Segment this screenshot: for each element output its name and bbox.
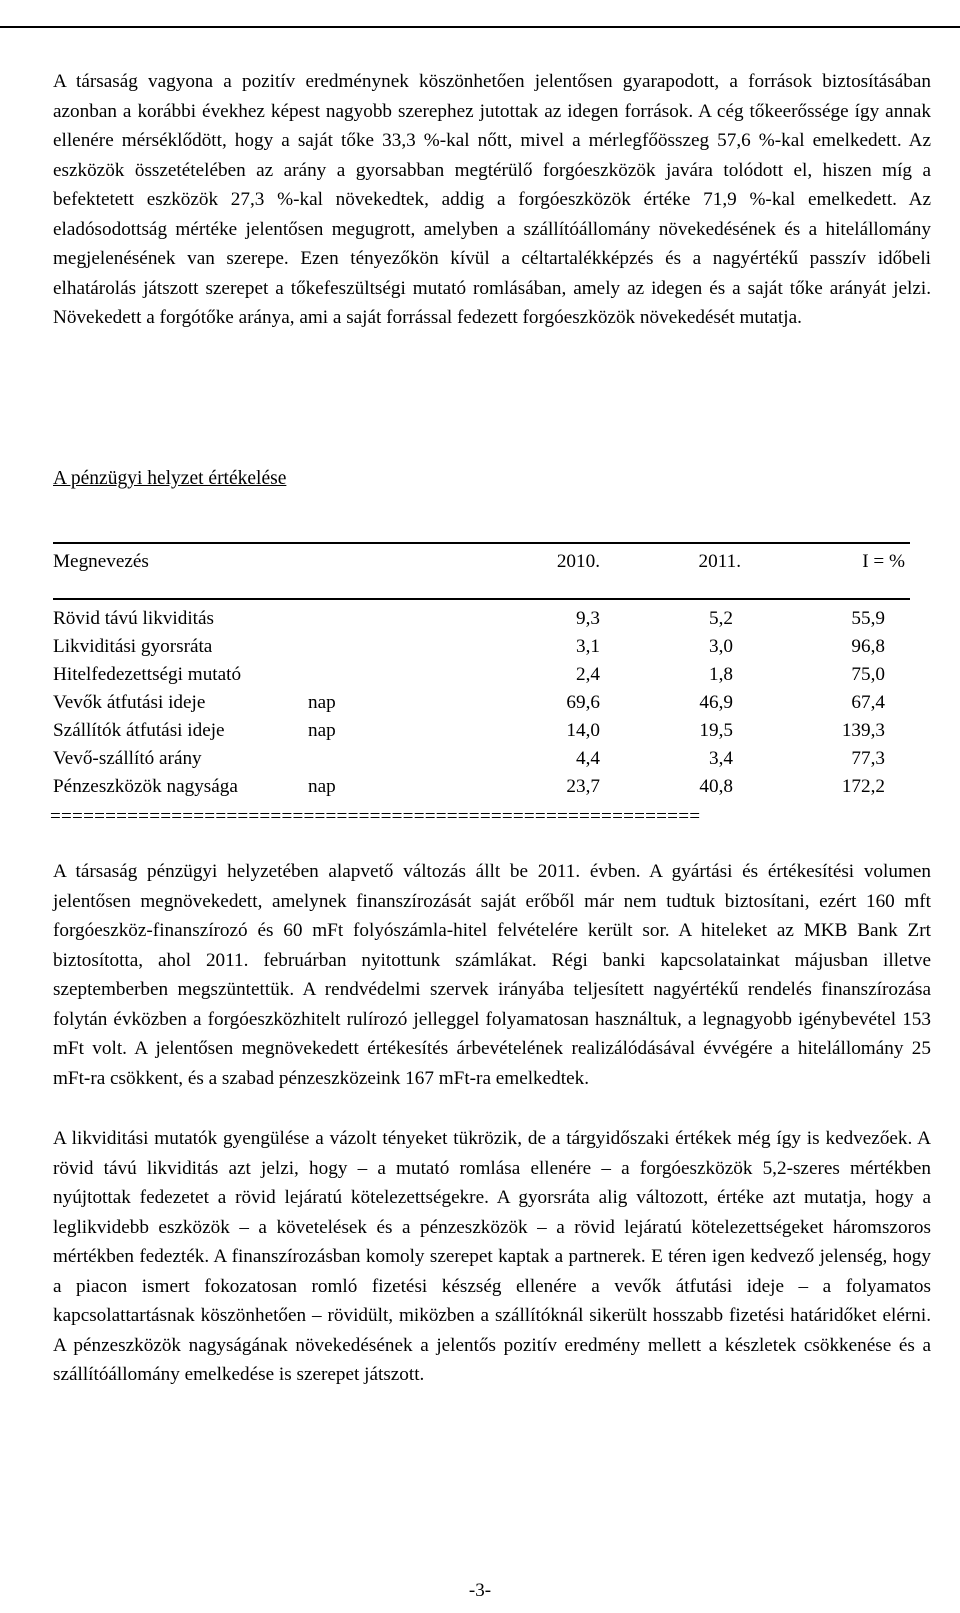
page-header (0, 0, 960, 26)
table-row (53, 717, 913, 745)
row-pct: 67,4 (851, 692, 885, 713)
row-pct: 75,0 (851, 664, 885, 685)
header-rule (0, 26, 960, 28)
row-2011: 46,9 (699, 692, 733, 713)
row-unit: nap (308, 692, 336, 713)
header-2011: 2011. (698, 551, 741, 572)
paragraph-capital-structure: A társaság vagyona a pozitív eredménynek köszönhetően jelentősen gyarapodott, a források biztosításában azonban a korábbi évekhez képest nagyobb szerephez jutottak az idegen források. A cég tőkeerőssége így annak ellenére mérséklődött, hogy a saját tőke 33,3 %-kal nőtt, mivel a mérlegfőösszeg 57,6 %-kal emelkedett. Az eszközök összetételében az arány a gyorsabban megtérülő forgóeszközök javára tolódott el, hiszen míg a befektetett eszközök 27,3 %-kal növekedtek, addig a forgóeszközök értéke 71,9 %-kal emelkedett. Az eladósodottság mértéke jelentősen megugrott, amelyben a szállítóállomány növekedésének és a hitelállomány megjelenésének van szerepe. Ezen tényezőkön kívül a céltartalékképzés és a nagyértékű passzív időbeli elhatárolás játszott szerepet a tőkefeszültségi mutató romlásában, amely az idegen és a saját tőke arányát jelzi. Növekedett a forgótőke aránya, ami a saját forrással fedezett forgóeszközök növekedését mutatja. (53, 71, 931, 328)
row-pct: 172,2 (841, 776, 885, 797)
row-2010: 23,7 (566, 776, 600, 797)
header-name: Megnevezés (53, 551, 149, 572)
row-pct: 96,8 (851, 636, 885, 657)
table-separator: =========================================================== (50, 806, 701, 827)
row-name: Rövid távú likviditás (53, 608, 214, 629)
row-name: Pénzeszközök nagysága (53, 776, 238, 797)
row-2010: 9,3 (576, 608, 600, 629)
section-title: A pénzügyi helyzet értékelése (53, 468, 287, 489)
row-2010: 3,1 (576, 636, 600, 657)
row-name: Hitelfedezettségi mutató (53, 664, 242, 685)
row-name: Szállítók átfutási ideje (53, 720, 225, 741)
row-2011: 3,0 (709, 636, 733, 657)
paragraph-liquidity: A likviditási mutatók gyengülése a vázolt tényeket tükrözik, de a tárgyidőszaki értékek még így is kedvezőek. A rövid távú likviditás azt jelzi, hogy – a mutató romlása ellenére – a forgóeszközök 5,2-szeres mértékben nyújtottak fedezetet a rövid lejáratú kötelezettségekre. A gyorsráta alig változott, értéke azt mutatja, hogy a leglikvidebb eszközök – a követelések és a pénzeszközök – a rövid lejáratú kötelezettségeket háromszoros mértékben fedezték. A finanszírozásban komoly szerepet kaptak a partnerek. E téren igen kedvező jelenség, hogy a piacon ismert fokozatosan romló fizetési készség ellenére a vevők átfutási ideje – a folyamatos kapcsolattartásnak köszönhetően – rövidült, miközben a szállítóknál sikerült hosszabb fizetési határidőket elérni. A pénzeszközök nagyságának növekedésének a jelentős pozitív eredmény mellett a készletek csökkenése és a szállítóállomány emelkedése is szerepet játszott. (53, 1128, 931, 1385)
row-pct: 77,3 (851, 748, 885, 769)
table-top-rule (53, 542, 910, 544)
row-2010: 14,0 (566, 720, 600, 741)
table-row (53, 605, 913, 633)
table-header-rule (53, 598, 910, 600)
header-2010: 2010. (556, 551, 600, 572)
row-name: Vevők átfutási ideje (53, 692, 206, 713)
row-unit: nap (308, 720, 336, 741)
header-pct: I = % (862, 551, 905, 572)
table-row (53, 745, 913, 773)
table-row (53, 689, 913, 717)
table-header-row (53, 548, 913, 576)
row-unit: nap (308, 776, 336, 797)
row-name: Likviditási gyorsráta (53, 636, 213, 657)
table-row (53, 661, 913, 689)
row-2011: 1,8 (709, 664, 733, 685)
table-row (53, 633, 913, 661)
row-name: Vevő-szállító arány (53, 748, 202, 769)
row-2011: 3,4 (709, 748, 733, 769)
row-pct: 139,3 (841, 720, 885, 741)
header-doc-title: 2011. évi kiegészítő melléklet (708, 2, 948, 24)
table-row (53, 773, 913, 801)
row-pct: 55,9 (851, 608, 885, 629)
paragraph-financial-position: A társaság pénzügyi helyzetében alapvető változás állt be 2011. évben. A gyártási és értékesítési volumen jelentősen megnövekedett, amelynek finanszírozását saját erőből már nem tudtuk biztosítani, ezért 160 mft forgóeszköz-finanszírozó és 60 mFt folyószámla-hitel felvételére került sor. A hiteleket az MKB Bank Zrt biztosította, ahol 2011. februárban nyitottunk számlákat. Régi banki kapcsolatainkat májusban illetve szeptemberben megszüntettük. A rendvédelmi szervek irányába teljesített nagyértékű rendelés finanszírozása folytán évközben a forgóeszközhitelt rulírozó jelleggel folyamatosan használtuk, a legnagyobb igénybevétel 153 mFt volt. A jelentősen megnövekedett értékesítés árbevételének realizálódásával évvégére a hitelállomány 25 mFt-ra csökkent, és a szabad pénzeszközeink 167 mFt-ra emelkedtek. (53, 861, 931, 1089)
row-2011: 5,2 (709, 608, 733, 629)
row-2011: 19,5 (699, 720, 733, 741)
header-company: Ipoly Cipőgyár Kft (4, 2, 158, 24)
row-2011: 40,8 (699, 776, 733, 797)
row-2010: 69,6 (566, 692, 600, 713)
page-number: -3- (468, 1580, 492, 1601)
row-2010: 4,4 (576, 748, 600, 769)
row-2010: 2,4 (576, 664, 600, 685)
